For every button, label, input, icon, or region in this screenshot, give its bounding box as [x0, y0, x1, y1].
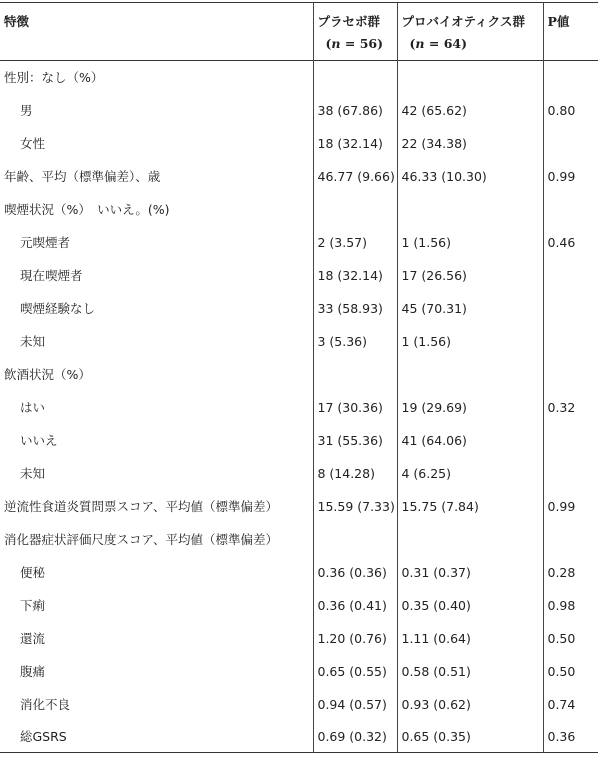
table-row — [0, 721, 598, 753]
table-row — [0, 622, 598, 655]
p-value-cell: 0.32 — [543, 391, 598, 424]
probiotic-value-cell — [397, 61, 543, 94]
header-placebo: プラセボ群 (n = 56) — [313, 3, 397, 61]
p-value-cell — [543, 61, 598, 94]
row-label-cell: 喫煙状況（%） いいえ。(%) — [4, 202, 170, 217]
probiotic-value-cell: 0.31 (0.37) — [397, 556, 543, 589]
probiotic-value-cell — [397, 358, 543, 391]
probiotic-value-cell: 4 (6.25) — [397, 457, 543, 490]
p-value-cell — [543, 358, 598, 391]
probiotic-value-cell: 1 (1.56) — [397, 226, 543, 259]
placebo-value-cell: 18 (32.14) — [313, 259, 397, 292]
probiotic-value-cell: 0.35 (0.40) — [397, 589, 543, 622]
row-label-cell: 便秘 — [20, 565, 46, 580]
p-value-cell — [543, 127, 598, 160]
probiotic-value-cell: 0.58 (0.51) — [397, 655, 543, 688]
placebo-value-cell — [313, 358, 397, 391]
header-probiotic: プロバイオティクス群 (n = 64) — [397, 3, 543, 61]
header-placebo-n: (n = 56) — [325, 36, 384, 51]
row-label-cell: 未知 — [20, 466, 46, 481]
table-row — [0, 457, 598, 490]
row-label-cell: はい — [20, 400, 46, 415]
table-row — [0, 292, 598, 325]
table-row — [0, 688, 598, 721]
placebo-value-cell: 0.65 (0.55) — [313, 655, 397, 688]
placebo-value-cell: 38 (67.86) — [313, 94, 397, 127]
row-label-cell: 性別：なし（%） — [4, 70, 104, 86]
placebo-value-cell — [313, 193, 397, 226]
p-value-cell — [543, 523, 598, 556]
p-value-cell: 0.28 — [543, 556, 598, 589]
p-value-cell: 0.80 — [543, 94, 598, 127]
row-label-cell: 消化不良 — [20, 697, 71, 712]
table-row — [0, 358, 598, 391]
placebo-value-cell: 8 (14.28) — [313, 457, 397, 490]
placebo-value-cell: 33 (58.93) — [313, 292, 397, 325]
p-value-cell — [543, 424, 598, 457]
table-row — [0, 556, 598, 589]
table-header-row — [0, 3, 598, 61]
row-label-cell: 消化器症状評価尺度スコア、平均値（標準偏差） — [4, 532, 279, 547]
row-label-cell: 還流 — [20, 631, 46, 646]
table-row — [0, 226, 598, 259]
probiotic-value-cell: 22 (34.38) — [397, 127, 543, 160]
p-value-cell — [543, 457, 598, 490]
probiotic-value-cell: 41 (64.06) — [397, 424, 543, 457]
table-row — [0, 127, 598, 160]
row-label-cell: 飲酒状況（%） — [4, 367, 91, 382]
row-label-cell: 未知 — [20, 334, 46, 349]
p-value-cell: 0.74 — [543, 688, 598, 721]
probiotic-value-cell: 1.11 (0.64) — [397, 622, 543, 655]
table-row — [0, 424, 598, 457]
p-value-cell — [543, 325, 598, 358]
table-row — [0, 61, 598, 94]
placebo-value-cell: 0.36 (0.41) — [313, 589, 397, 622]
probiotic-value-cell: 0.65 (0.35) — [397, 721, 543, 753]
probiotic-value-cell: 45 (70.31) — [397, 292, 543, 325]
placebo-value-cell: 31 (55.36) — [313, 424, 397, 457]
table-row — [0, 589, 598, 622]
row-label-cell: 腹痛 — [20, 664, 46, 679]
placebo-value-cell: 1.20 (0.76) — [313, 622, 397, 655]
table-row — [0, 193, 598, 226]
probiotic-value-cell: 1 (1.56) — [397, 325, 543, 358]
placebo-value-cell: 18 (32.14) — [313, 127, 397, 160]
table-row — [0, 391, 598, 424]
p-value-cell: 0.36 — [543, 721, 598, 753]
row-label-cell: 年齢、平均（標準偏差）、歳 — [4, 169, 161, 184]
row-label-cell: 下痢 — [20, 598, 46, 613]
probiotic-value-cell: 15.75 (7.84) — [397, 490, 543, 523]
row-label-cell: 喫煙経験なし — [20, 301, 96, 316]
probiotic-value-cell — [397, 193, 543, 226]
table-row — [0, 259, 598, 292]
p-value-cell: 0.50 — [543, 622, 598, 655]
p-value-cell — [543, 193, 598, 226]
baseline-characteristics-table — [0, 2, 598, 753]
p-value-cell: 0.50 — [543, 655, 598, 688]
probiotic-value-cell: 46.33 (10.30) — [397, 160, 543, 193]
placebo-value-cell: 2 (3.57) — [313, 226, 397, 259]
row-label-cell: 男 — [20, 103, 33, 118]
table-row — [0, 325, 598, 358]
placebo-value-cell: 17 (30.36) — [313, 391, 397, 424]
row-label-cell: 現在喫煙者 — [20, 268, 83, 283]
probiotic-value-cell: 0.93 (0.62) — [397, 688, 543, 721]
placebo-value-cell — [313, 523, 397, 556]
table-row — [0, 523, 598, 556]
placebo-value-cell: 0.69 (0.32) — [313, 721, 397, 753]
placebo-value-cell: 0.94 (0.57) — [313, 688, 397, 721]
row-label-cell: 総GSRS — [20, 729, 67, 745]
p-value-cell: 0.99 — [543, 160, 598, 193]
placebo-value-cell: 15.59 (7.33) — [313, 490, 397, 523]
p-value-cell: 0.46 — [543, 226, 598, 259]
p-value-cell: 0.99 — [543, 490, 598, 523]
row-label-cell: いいえ — [20, 433, 58, 448]
table-row — [0, 160, 598, 193]
probiotic-value-cell: 17 (26.56) — [397, 259, 543, 292]
row-label-cell: 逆流性食道炎質問票スコア、平均値（標準偏差） — [4, 499, 279, 514]
p-value-cell — [543, 292, 598, 325]
header-probiotic-n: (n = 64) — [409, 36, 468, 51]
p-value-cell: 0.98 — [543, 589, 598, 622]
probiotic-value-cell — [397, 523, 543, 556]
table-row — [0, 490, 598, 523]
table-row — [0, 94, 598, 127]
table-row — [0, 655, 598, 688]
placebo-value-cell: 0.36 (0.36) — [313, 556, 397, 589]
p-value-cell — [543, 259, 598, 292]
placebo-value-cell — [313, 61, 397, 94]
placebo-value-cell: 46.77 (9.66) — [313, 160, 397, 193]
header-p-value: P値 — [543, 3, 598, 61]
placebo-value-cell: 3 (5.36) — [313, 325, 397, 358]
row-label-cell: 女性 — [20, 136, 46, 151]
probiotic-value-cell: 42 (65.62) — [397, 94, 543, 127]
probiotic-value-cell: 19 (29.69) — [397, 391, 543, 424]
header-characteristic: 特徴 — [4, 14, 30, 29]
row-label-cell: 元喫煙者 — [20, 235, 71, 250]
